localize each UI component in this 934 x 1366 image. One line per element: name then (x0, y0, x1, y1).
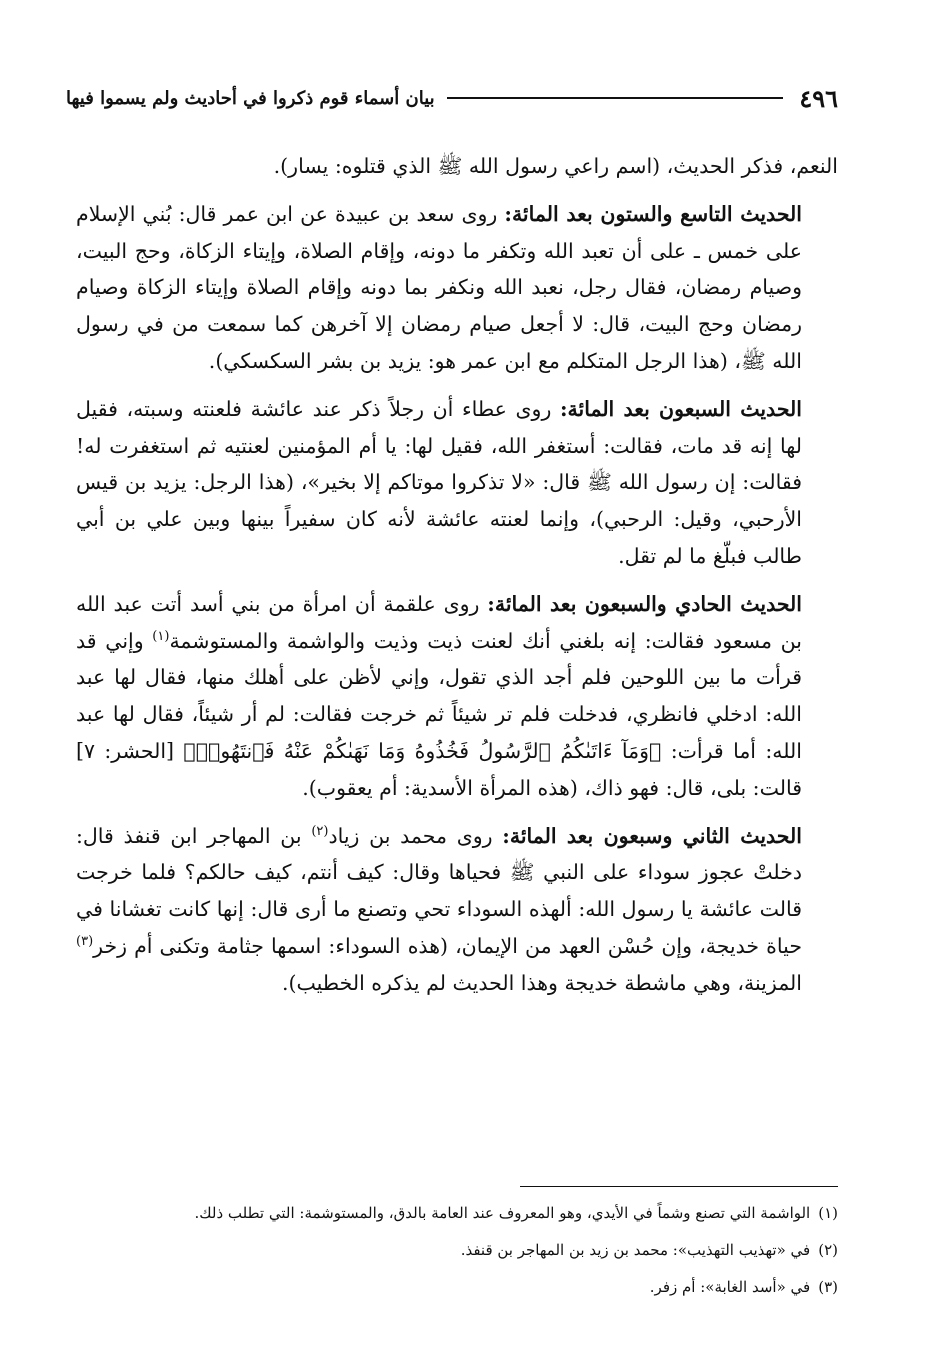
hadith-171 (76, 586, 838, 807)
footnote-number: (٢) (818, 1241, 838, 1259)
paragraph-text: روى محمد بن زياد (328, 823, 503, 848)
paragraph-text: النعم، فذكر الحديث، (اسم راعي رسول الله ﷺ الذي قتلوه: يسار). (273, 154, 838, 178)
hadith-172 (76, 818, 838, 1002)
paragraph-text-continued: المزينة، وهي ماشطة خديجة وهذا الحديث لم يذكره الخطيب). (281, 970, 802, 995)
header-rule (447, 97, 784, 99)
footnote-ref-3: (٣) (76, 934, 94, 950)
paragraph-text: روى علقمة أن امرأة من بني أسد أتت عبد الله بن مسعود فقالت: إنه بلغني أنك لعنت ذيت وذيت والواشمة والمستوشمة (76, 591, 802, 653)
paragraph-continuation (76, 148, 838, 185)
body-text (76, 148, 838, 1013)
footnote-ref-2: (٢) (311, 823, 329, 839)
hadith-169 (76, 196, 838, 380)
footnote-number: (٣) (818, 1278, 838, 1296)
hadith-heading: الحديث التاسع والستون بعد المائة: (504, 201, 802, 226)
paragraph-text-continued: بن المهاجر ابن قنفذ قال: دخلتْ عجوز سوداء على النبي ﷺ فحياها وقال: كيف أنتم، كيف حالكم؟ فلما خرجت قالت عائشة يا رسول الله: ألهذه السوداء تحي وتصنع ما أرى قال: إنها كانت تغشانا في حياة خديجة، وإن حُسْن العهد من الإيمان، (هذه السوداء: اسمها جثامة وتكنى أم زخر (76, 823, 802, 958)
footnote-text: الواشمة التي تصنع وشماً في الأيدي، وهو المعروف عند العامة بالدق، والمستوشمة: التي تطلب ذلك. (194, 1204, 811, 1222)
hadith-heading: الحديث الثاني وسبعون بعد المائة: (502, 823, 802, 848)
paragraph-text-continued: وإني قد قرأت ما بين اللوحين فلم أجد الذي تقول، وإني لأظن على أهلك منها، فقال لها عبد الله: ادخلي فانظري، فدخلت فلم تر شيئاً ثم خرجت فقالت: لم أر شيئاً، فقال لها عبد الله: أما قرأت: ﴿وَمَآ ءَاتَىٰكُمُ ٱلرَّسُولُ فَخُذُوهُ وَمَا نَهَىٰكُمْ عَنْهُ فَٱنتَهُوا۟﴾ [الحشر: ٧] قالت: بلى، قال: فهو ذاك، (هذه المرأة الأسدية: أم يعقوب). (76, 628, 802, 800)
paragraph-text: روى سعد بن عبيدة عن ابن عمر قال: بُني الإسلام على خمس ـ على أن تعبد الله وتكفر ما دونه، وإقام الصلاة، وإيتاء الزكاة، وحج البيت، وصيام رمضان، فقال رجل، نعبد الله ونكفر بما دونه وإقام الصلاة وإيتاء الزكاة وصيام رمضان وحج البيت، قال: لا أجعل صيام رمضان إلا آخرهن كما سمعت من في رسول الله ﷺ، (هذا الرجل المتكلم مع ابن عمر هو: يزيد بن بشر السكسكي). (76, 201, 802, 373)
footnote-3 (76, 1274, 838, 1301)
footnotes (76, 1200, 838, 1311)
footnote-text: في «أسد الغابة»: أم زفر. (649, 1278, 811, 1296)
hadith-heading: الحديث السبعون بعد المائة: (559, 396, 802, 421)
footnote-ref-1: (١) (152, 628, 170, 644)
footnote-1 (76, 1200, 838, 1227)
hadith-170 (76, 391, 838, 575)
running-title: بيان أسماء قوم ذكروا في أحاديث ولم يسموا فيها (66, 87, 435, 109)
page-number: ٤٩٦ (799, 83, 838, 113)
footnote-text: في «تهذيب التهذيب»: محمد بن زيد بن المهاجر بن قنفذ. (460, 1241, 811, 1259)
footnote-number: (١) (818, 1204, 838, 1222)
hadith-heading: الحديث الحادي والسبعون بعد المائة: (487, 591, 802, 616)
footnote-2 (76, 1237, 838, 1264)
running-header (66, 78, 838, 118)
footnote-separator (520, 1186, 838, 1187)
paragraph-text: روى عطاء أن رجلاً ذكر عند عائشة فلعنته وسبته، فقيل لها إنه قد مات، فقالت: أستغفر الله، فقيل لها: يا أم المؤمنين لعنتيه ثم استغفرت له! فقالت: إن رسول الله ﷺ قال: «لا تذكروا موتاكم إلا بخير»، (هذا الرجل: يزيد بن قيس الأرحبي، وقيل: الرحبي)، وإنما لعنته عائشة لأنه كان سفيراً بينها وبين علي بن أبي طالب فبلّغ ما لم تقل. (76, 396, 802, 568)
